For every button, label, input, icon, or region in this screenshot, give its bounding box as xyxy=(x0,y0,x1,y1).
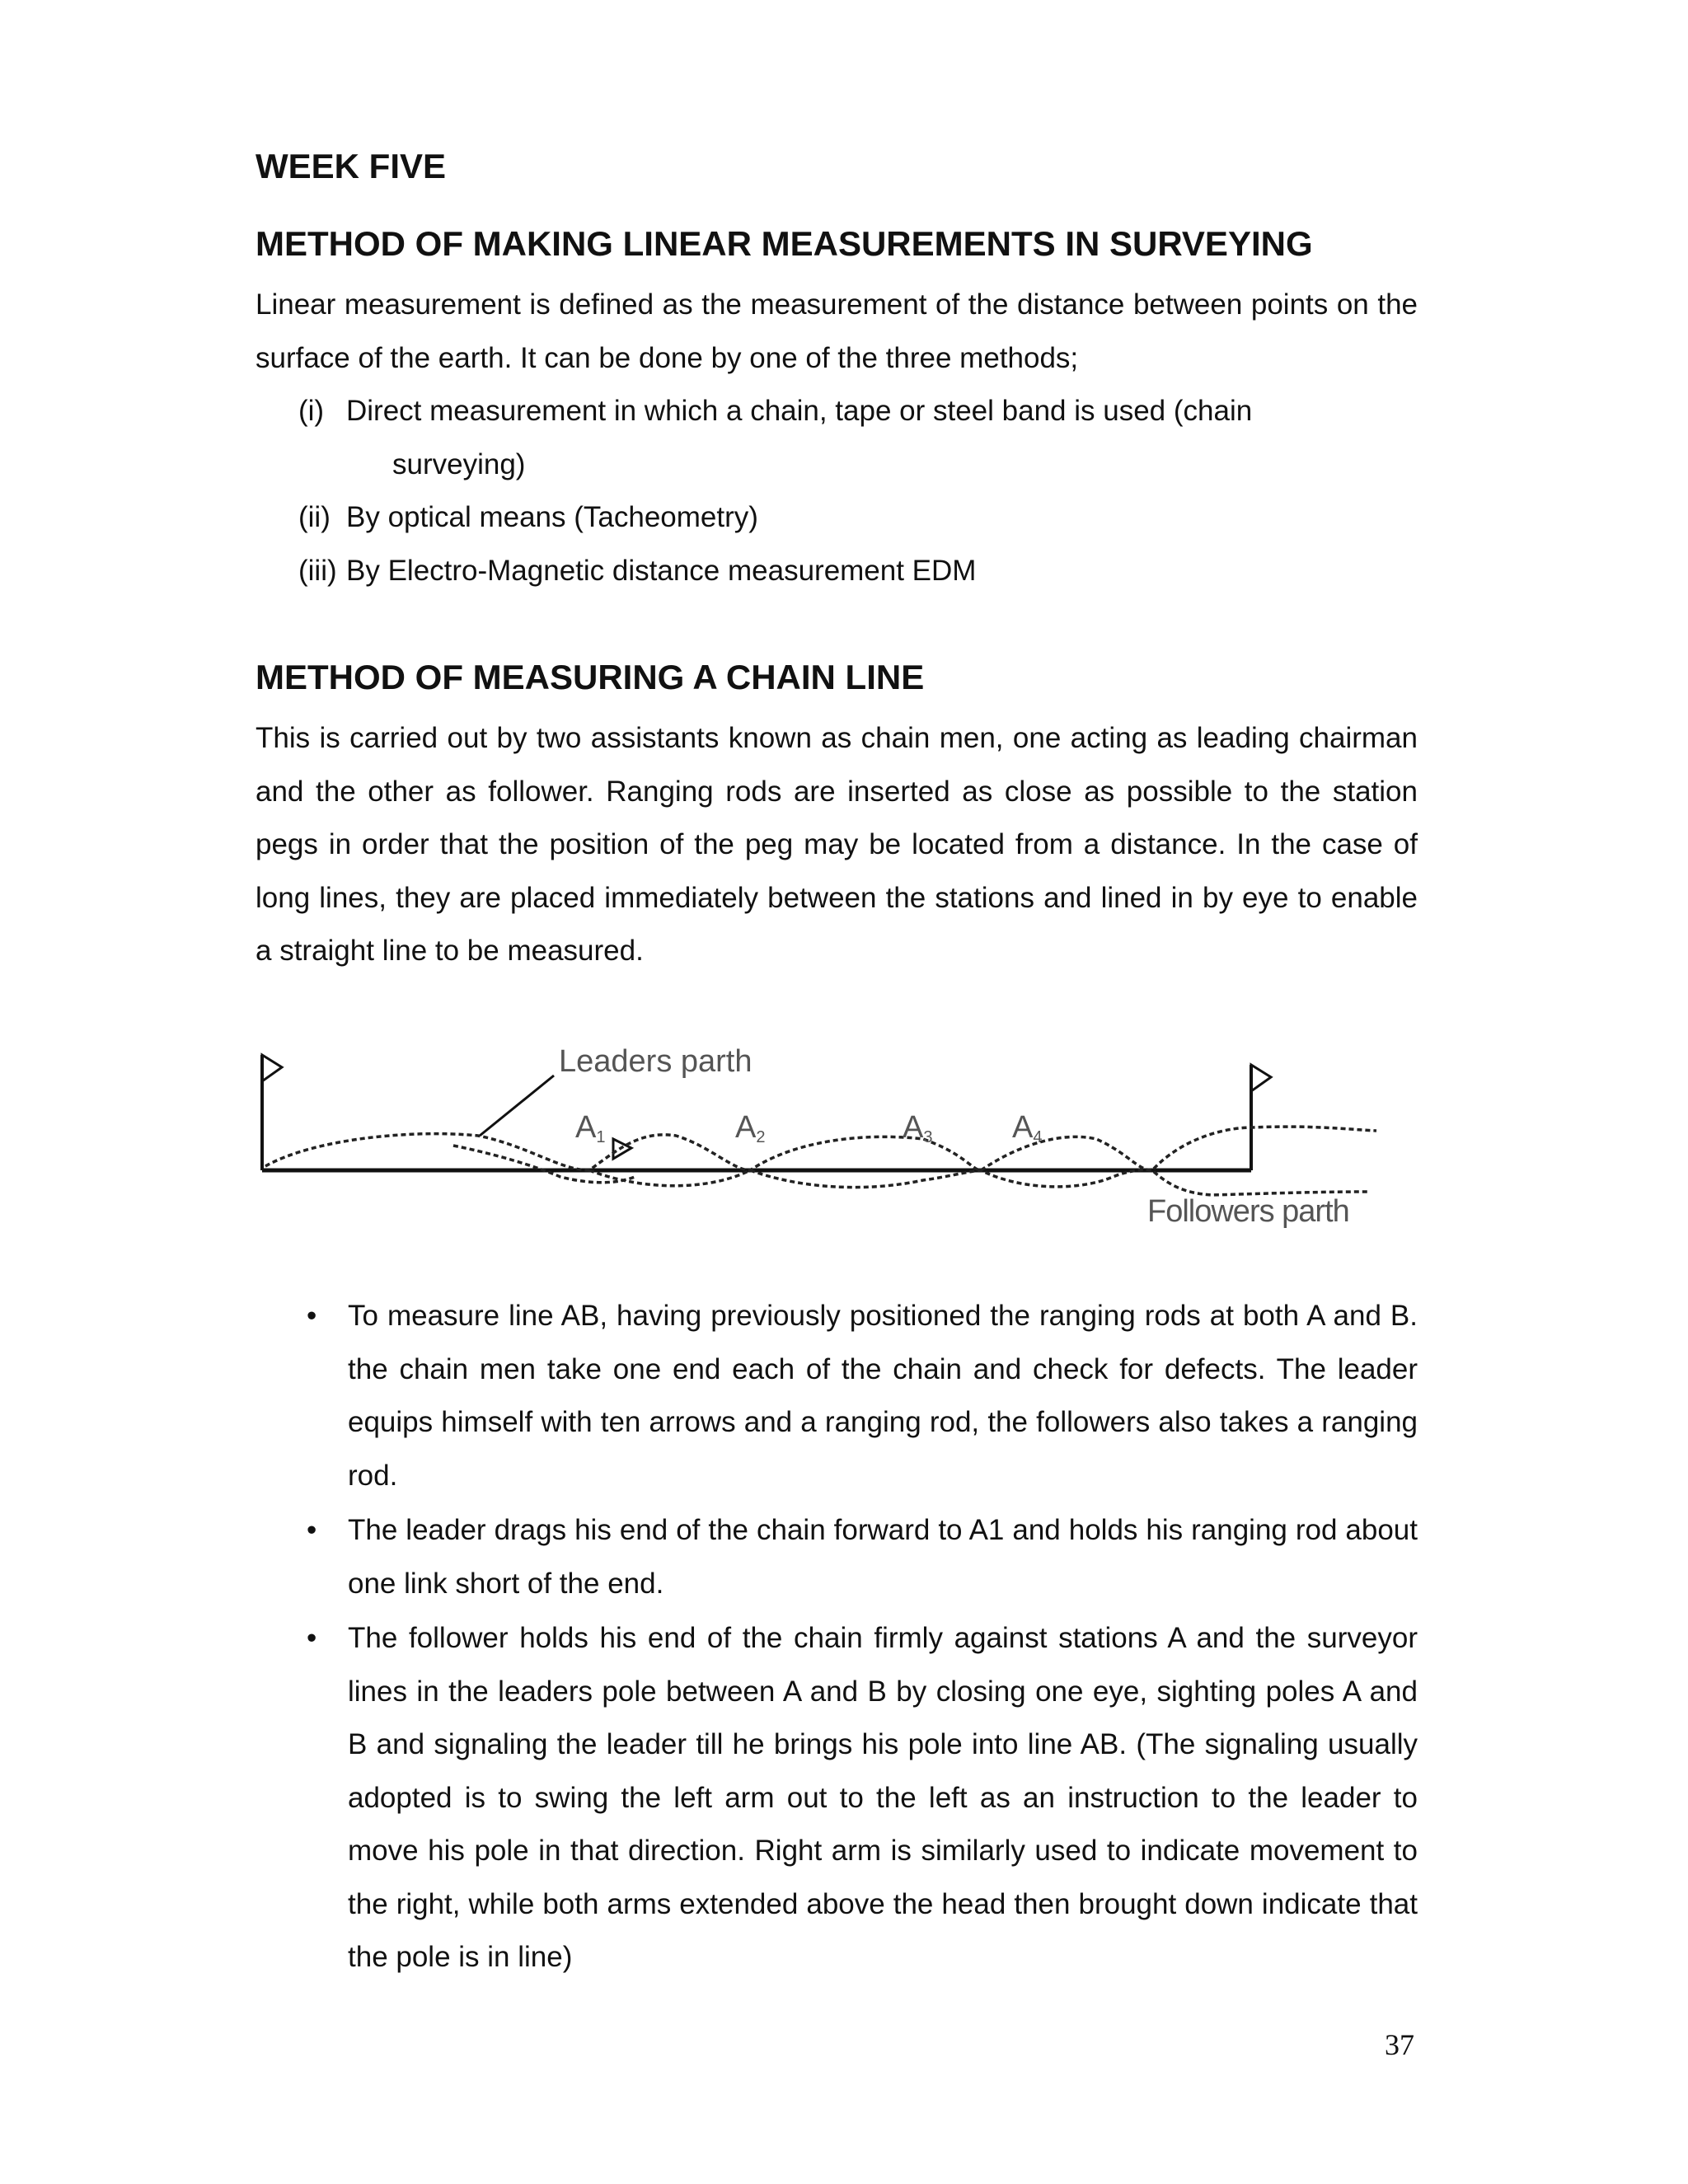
leaders-path-label: Leaders parth xyxy=(559,1044,753,1079)
chain-line-diagram xyxy=(247,1030,1401,1236)
list-item-number: (ii) xyxy=(298,501,331,533)
list-item-number: (i) xyxy=(298,395,325,427)
right-flag-icon xyxy=(1251,1065,1271,1091)
list-item-continuation: surveying) xyxy=(392,448,526,480)
bullet-text: To measure line AB, having previously positioned the ranging rods at both A and B. the chain men take one end each of the chain and check for defects. The leader equips himself with ten arrows and a ranging rod, the followers also takes a ranging rod. xyxy=(348,1300,1418,1492)
bullet-text: The follower holds his end of the chain firmly against stations A and the surveyor lines in the leaders pole between A and B by closing one eye, sighting poles A and B and signaling the leader till he brings his pole into line AB. (The signaling usually adopted is to swing the left arm out to the left as an instruction to the leader to move his pole in that direction. Right arm is similarly used to indicate movement to the right, while both arms extended above the head then brought down indicate that the pole is in line) xyxy=(348,1622,1418,1973)
section-heading-linear-measurements: METHOD OF MAKING LINEAR MEASUREMENTS IN SURVEYING xyxy=(256,224,1313,263)
point-letter: A xyxy=(735,1110,757,1145)
list-item xyxy=(298,1612,1418,1985)
bullet-icon: • xyxy=(307,1300,317,1332)
list-item-text: Direct measurement in which a chain, tape or steel band is used (chain xyxy=(346,395,1253,427)
intro-paragraph: Linear measurement is defined as the measurement of the distance between points on the surface of the earth. It can be done by one of the three methods; xyxy=(256,288,1418,374)
procedure-bullet-list xyxy=(298,1290,1418,1986)
list-item xyxy=(298,545,1418,598)
list-item xyxy=(298,491,1418,545)
point-label-a1 xyxy=(575,1110,605,1146)
list-item xyxy=(298,385,1418,491)
section-heading-chain-line: METHOD OF MEASURING A CHAIN LINE xyxy=(256,658,925,696)
followers-path-label: Followers parth xyxy=(1147,1194,1349,1229)
point-label-a2 xyxy=(735,1110,765,1146)
point-letter: A xyxy=(1012,1110,1034,1145)
point-label-a4 xyxy=(1012,1110,1042,1146)
list-item-number: (iii) xyxy=(298,554,337,587)
point-subscript: 2 xyxy=(756,1128,766,1146)
list-item-text: By Electro-Magnetic distance measurement EDM xyxy=(346,554,977,587)
page-number: 37 xyxy=(1385,2028,1414,2061)
bullet-icon: • xyxy=(307,1514,317,1546)
point-letter: A xyxy=(903,1110,924,1145)
followers-path xyxy=(589,1169,1368,1195)
leaders-path xyxy=(265,1127,1376,1170)
chain-line-paragraph: This is carried out by two assistants known as chain men, one acting as leading chairman and the other as follower. Ranging rods are inserted as close as possible to the station pegs in order that the position of the peg may be located from a distance. In the case of long lines, they are placed immediately between the stations and lined in by eye to enable a straight line to be measured. xyxy=(256,722,1418,967)
point-letter: A xyxy=(575,1110,597,1145)
list-item-text: By optical means (Tacheometry) xyxy=(346,501,758,533)
point-subscript: 3 xyxy=(923,1128,933,1146)
left-flag-icon xyxy=(262,1055,282,1081)
bullet-icon: • xyxy=(307,1622,317,1654)
point-subscript: 1 xyxy=(596,1128,606,1146)
week-title: WEEK FIVE xyxy=(256,147,447,185)
methods-list xyxy=(298,385,1418,598)
list-item xyxy=(298,1290,1418,1502)
point-label-a3 xyxy=(903,1110,932,1146)
list-item xyxy=(298,1504,1418,1610)
leaders-label-pointer xyxy=(480,1076,554,1136)
point-subscript: 4 xyxy=(1033,1128,1043,1146)
bullet-text: The leader drags his end of the chain forward to A1 and holds his ranging rod about one link short of the end. xyxy=(348,1514,1418,1600)
